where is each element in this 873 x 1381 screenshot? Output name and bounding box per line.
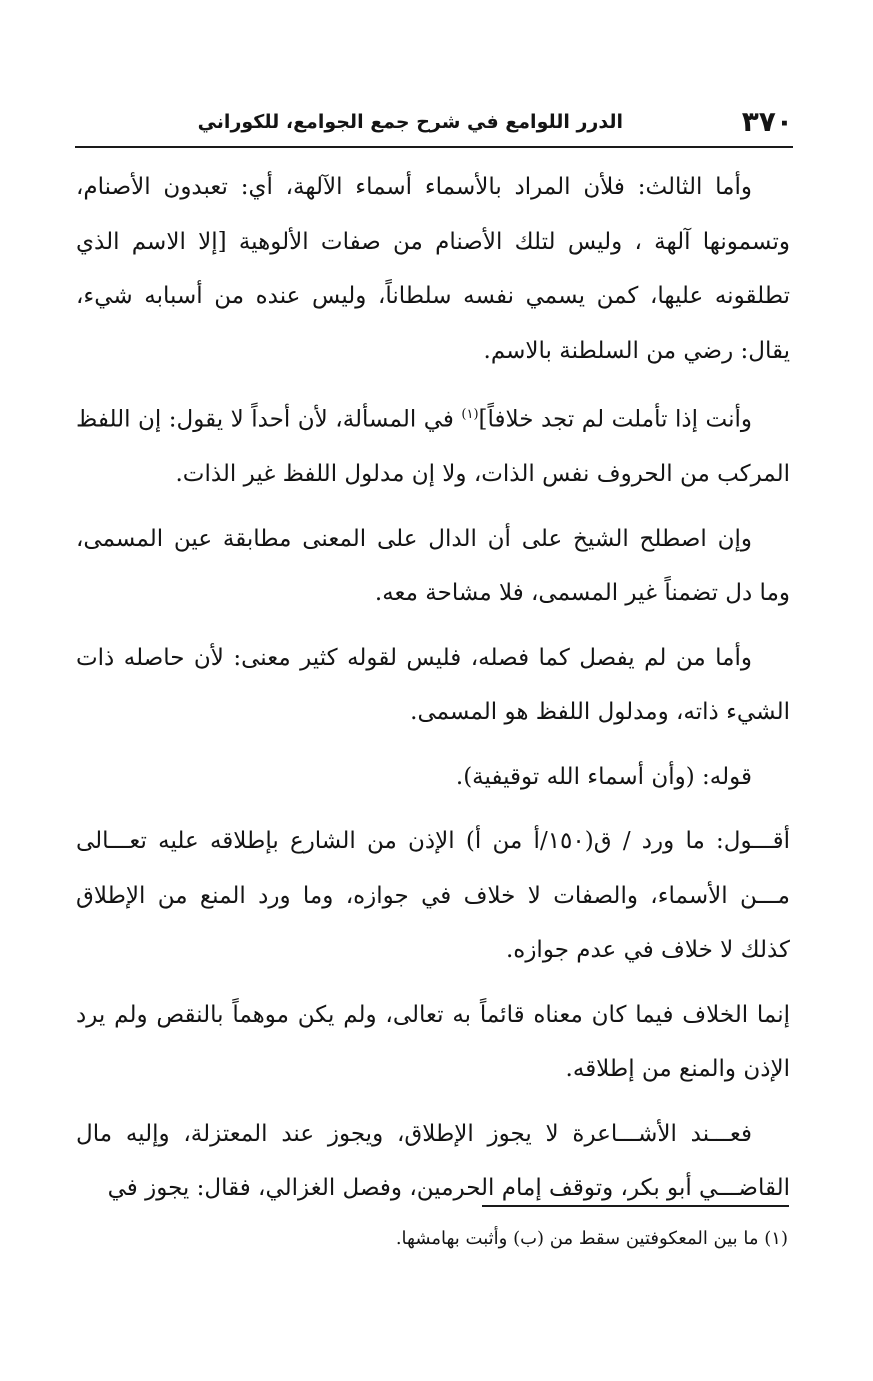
paragraph: أقـــول: ما ورد / ق(١٥٠/أ من أ) الإذن من الشارع بإطلاقه عليه تعـــالى مـــن الأسماء، والصفات لا خلاف في جوازه، وما ورد المنع من الإطلاق كذلك لا خلاف في عدم جوازه. [76, 828, 790, 964]
paragraph: قوله: (وأن أسماء الله توقيفية). [455, 763, 752, 790]
page-header [75, 100, 793, 144]
paragraph: وإن اصطلح الشيخ على أن الدال على المعنى مطابقة عين المسمى، وما دل تضمناً غير المسمى، فلا مشاحة معه. [76, 525, 790, 607]
body-text [76, 160, 790, 1226]
page-number: ٣٧٠ [741, 105, 793, 138]
footnote-reference: (١) [461, 407, 479, 422]
paragraph [76, 388, 790, 502]
paragraph-text: وأنت إذا تأملت لم تجد خلافاً] [478, 406, 752, 433]
header-rule [75, 146, 793, 148]
paragraph-text: في المسألة، لأن أحداً لا يقول: إن اللفظ المركب من الحروف نفس الذات، ولا إن مدلول اللفظ غير الذات. [76, 406, 790, 488]
footnote: (١) ما بين المعكوفتين سقط من (ب) وأثبت بهامشها. [395, 1228, 788, 1249]
paragraph: فعـــند الأشـــاعرة لا يجوز الإطلاق، ويجوز عند المعتزلة، وإليه مال القاضـــي أبو بكر، وتوقف إمام الحرمين، وفصل الغزالي، فقال: يجوز في [76, 1120, 790, 1202]
paragraph: وأما الثالث: فلأن المراد بالأسماء أسماء الآلهة، أي: تعبدون الأصنام، وتسمونها آلهة ، وليس لتلك الأصنام من صفات الألوهية [إلا الاسم الذي تطلقونه عليها، كمن يسمي نفسه سلطاناً، وليس عنده من أسبابه شيء، يقال: رضي من السلطنة بالاسم. [76, 174, 790, 364]
paragraph: وأما من لم يفصل كما فصله، فليس لقوله كثير معنى: لأن حاصله ذات الشيء ذاته، ومدلول اللفظ هو المسمى. [76, 644, 790, 726]
paragraph: إنما الخلاف فيما كان معناه قائماً به تعالى، ولم يكن موهماً بالنقص ولم يرد الإذن والمنع من إطلاقه. [76, 1001, 790, 1083]
footnote-rule [482, 1205, 789, 1207]
running-title: الدرر اللوامع في شرح جمع الجوامع، للكوراني [197, 111, 623, 133]
